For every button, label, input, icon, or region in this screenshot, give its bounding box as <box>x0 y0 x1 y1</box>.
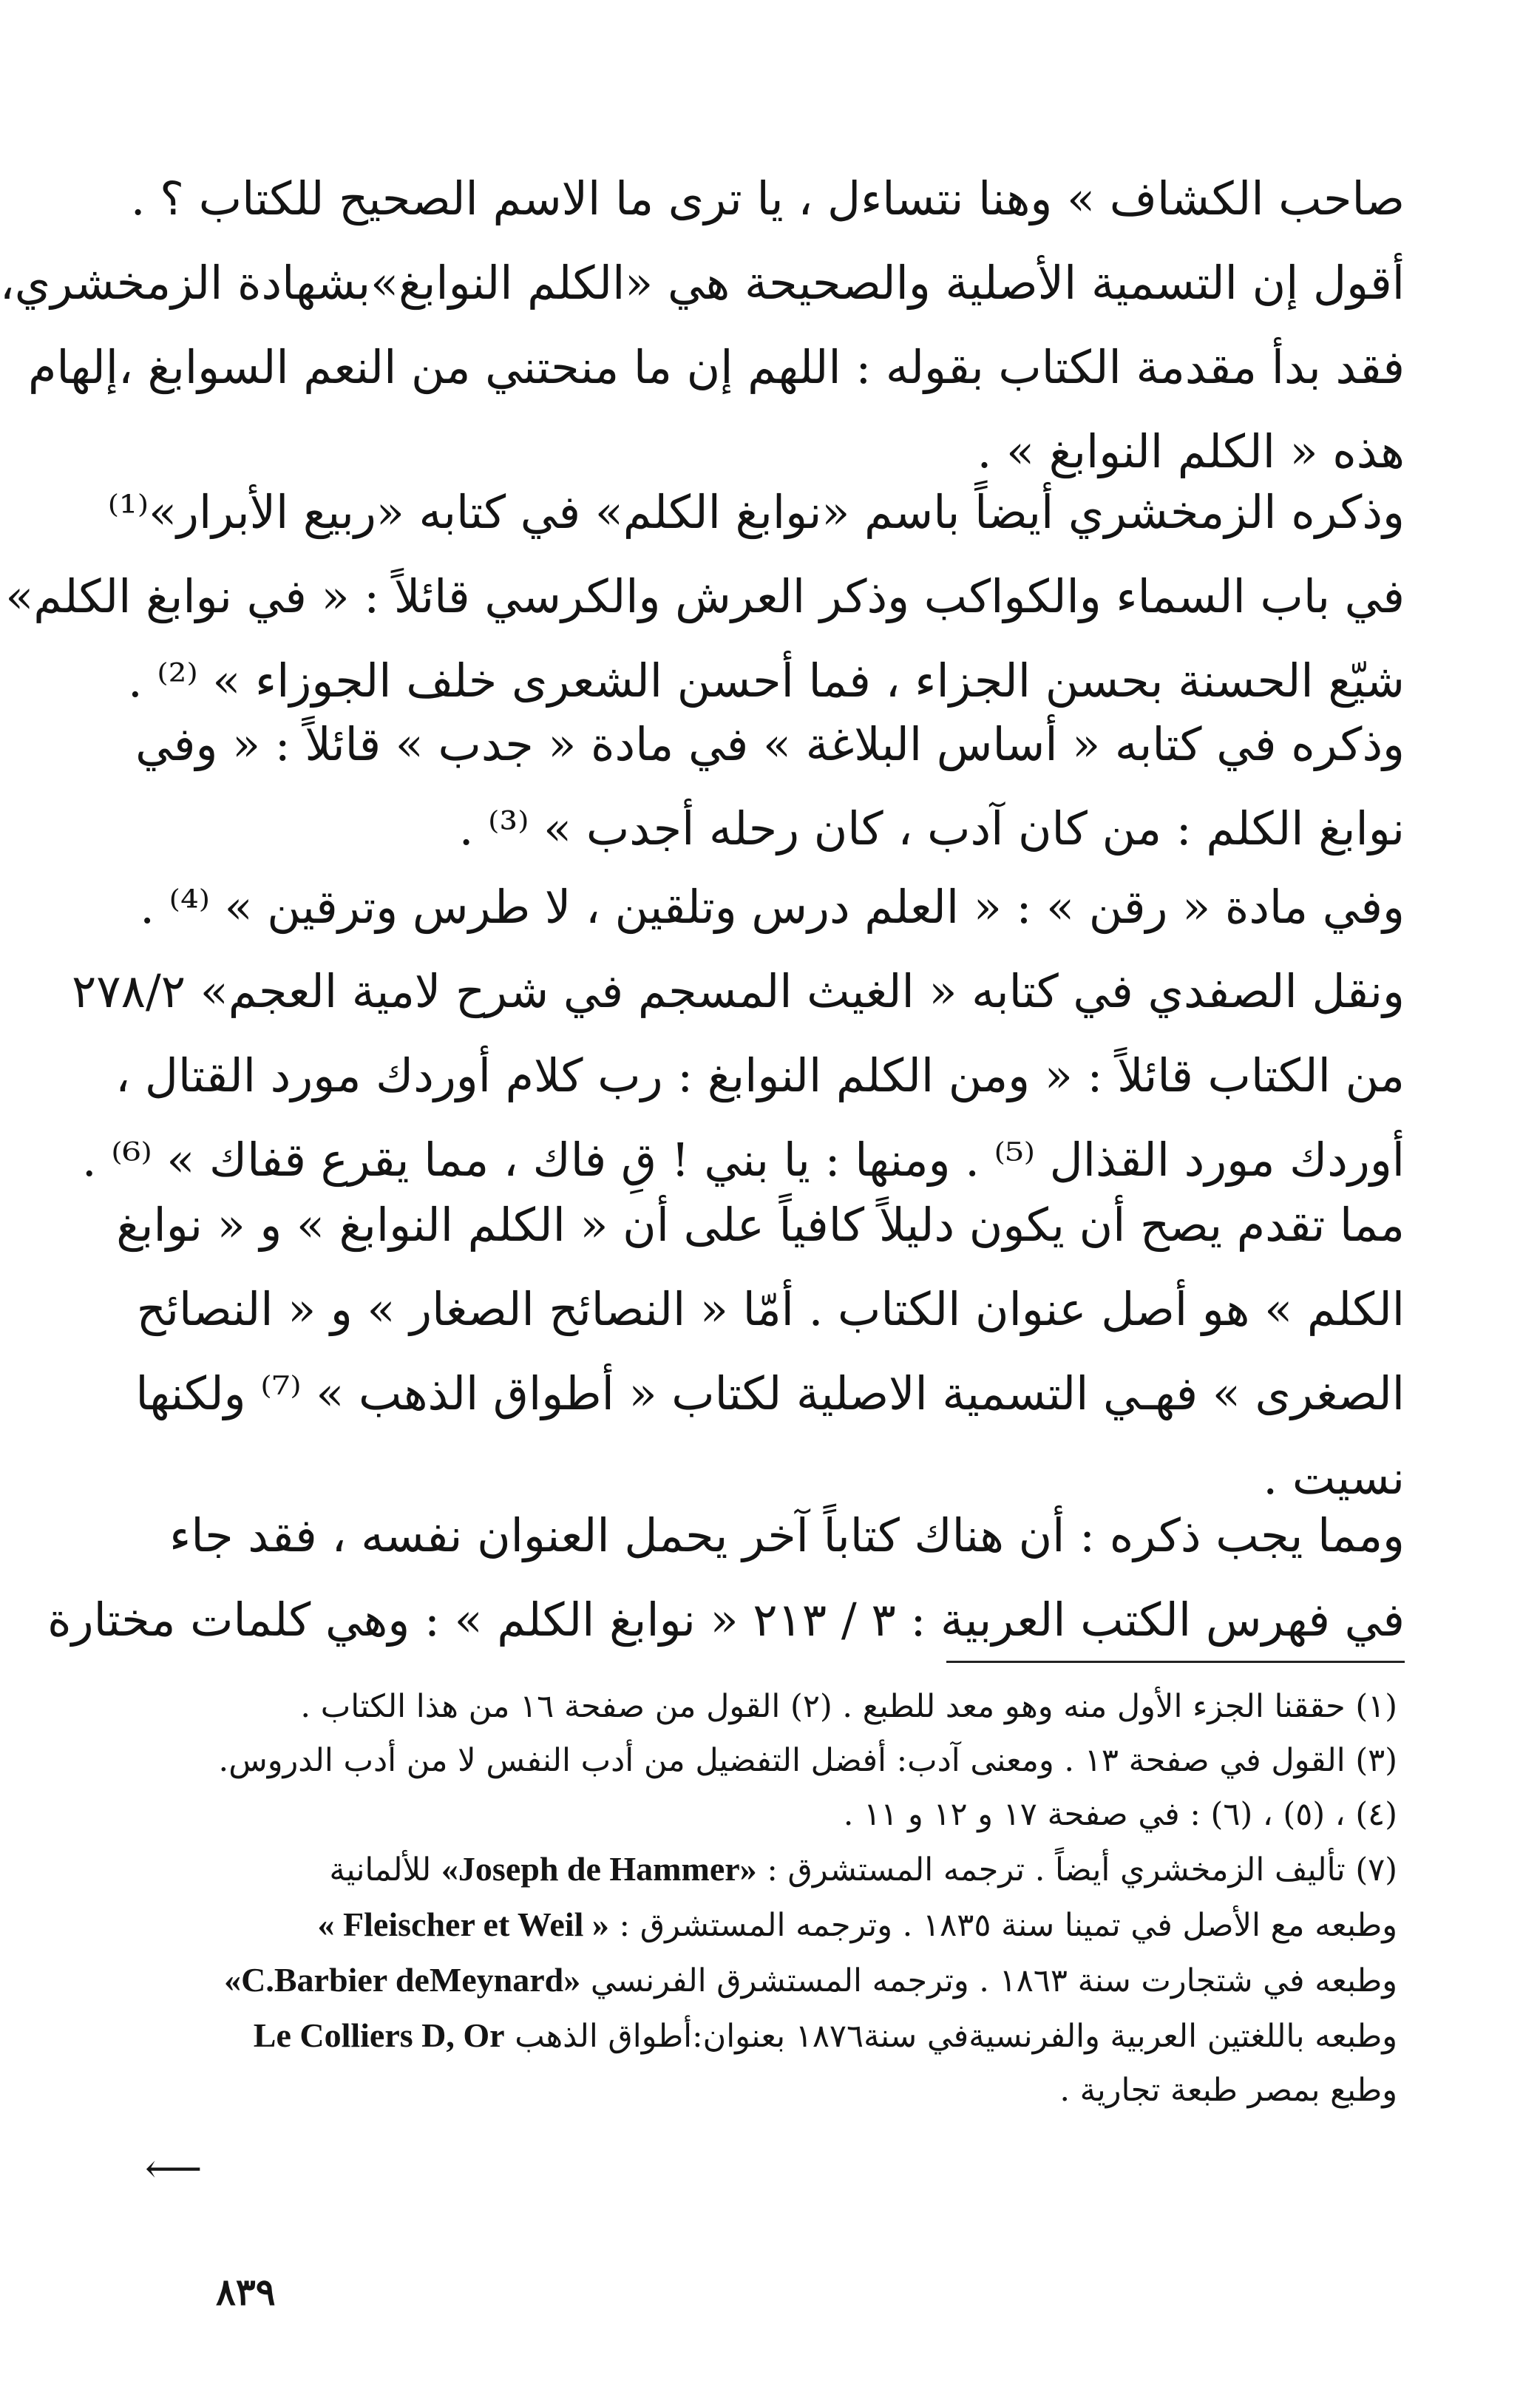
text-line: أوردك مورد القذال ⁽⁵⁾ . ومنها : يا بني ! قِ فاك ، مما يقرع قفاك » ⁽⁶⁾ . <box>81 1133 1405 1187</box>
footnotes <box>140 1680 1397 2118</box>
footnote-text: للألمانية <box>329 1851 432 1888</box>
text-line: شيّع الحسنة بحسن الجزاء ، فما أحسن الشعرى خلف الجوزاء » ⁽²⁾ . <box>127 654 1405 708</box>
paragraph-4 <box>140 865 1405 949</box>
text-line: الكلم » هو أصل عنوان الكتاب . أمّا « النصائح الصغار » و « النصائح <box>136 1282 1405 1336</box>
page-number: ٨٣٩ <box>216 2270 276 2314</box>
latin-title: Le Colliers D, Or <box>253 2016 505 2054</box>
paragraph-7 <box>47 1494 1405 1662</box>
footnote-text: وطبعه باللغتين العربية والفرنسيةفي سنة١٨٧٦ بعنوان:أطواق الذهب <box>515 2018 1397 2055</box>
latin-name: «C.Barbier deMeynard» <box>224 1961 581 1999</box>
text-line: ونقل الصفدي في كتابه « الغيث المسجم في شرح لامية العجم» ٢٧٨/٢ <box>72 964 1405 1018</box>
paragraph-3 <box>135 702 1405 871</box>
footnote-7-line-1 <box>140 1842 1397 1897</box>
text-line: نسيت . <box>1263 1451 1405 1505</box>
footnote-4-5-6: (٤) ، (٥) ، (٦) : في صفحة ١٧ و ١٢ و ١١ . <box>843 1796 1397 1833</box>
footnote-7-line-3 <box>140 1953 1397 2008</box>
text-line: هذه « الكلم النوابغ » . <box>977 424 1405 478</box>
footnote-text: (٧) تأليف الزمخشري أيضاً . ترجمه المستشرق : <box>767 1851 1397 1888</box>
footnote-7-line-2 <box>140 1897 1397 1953</box>
text-line: مما تقدم يصح أن يكون دليلاً كافياً على أن « الكلم النوابغ » و « نوابغ <box>116 1198 1405 1252</box>
latin-name: «Joseph de Hammer» <box>441 1850 757 1888</box>
paragraph-5 <box>72 949 1405 1202</box>
paragraph-6 <box>116 1183 1405 1520</box>
text-line: في باب السماء والكواكب وذكر العرش والكرسي قائلاً : « في نوابغ الكلم» <box>5 569 1405 623</box>
text-line: وذكره الزمخشري أيضاً باسم «نوابغ الكلم» في كتابه «ربيع الأبرار»⁽¹⁾ <box>107 485 1405 539</box>
latin-name: « Fleischer et Weil » <box>317 1905 609 1943</box>
footnote-1-2: (١) حققنا الجزء الأول منه وهو معد للطبع . (٢) القول من صفحة ١٦ من هذا الكتاب . <box>300 1688 1397 1725</box>
text-line: أقول إن التسمية الأصلية والصحيحة هي «الكلم النوابغ»بشهادة الزمخشري، <box>0 256 1405 310</box>
footnote-7-line-4 <box>140 2008 1397 2064</box>
text-line: نوابغ الكلم : من كان آدب ، كان رحله أجدب » ⁽³⁾ . <box>458 802 1405 856</box>
footnote-text: وطبعه في شتجارت سنة ١٨٦٣ . وترجمه المستشرق الفرنسي <box>590 1962 1397 1999</box>
text-line: وذكره في كتابه « أساس البلاغة » في مادة « جدب » قائلاً : « وفي <box>135 717 1405 771</box>
footnote-7-line-5: وطبع بمصر طبعة تجارية . <box>1059 2072 1397 2109</box>
text-line: من الكتاب قائلاً : « ومن الكلم النوابغ : رب كلام أوردك مورد القتال ، <box>115 1048 1405 1102</box>
text-line: في فهرس الكتب العربية : ٣ / ٢١٣ « نوابغ الكلم » : وهي كلمات مختارة <box>47 1593 1405 1647</box>
paragraph-1 <box>0 157 1405 494</box>
text-line: ومما يجب ذكره : أن هناك كتاباً آخر يحمل العنوان نفسه ، فقد جاء <box>169 1508 1405 1562</box>
text-line: فقد بدأ مقدمة الكتاب بقوله : اللهم إن ما منحتني من النعم السوابغ ،إلهام <box>27 340 1405 394</box>
footnote-text: وطبعه مع الأصل في تمينا سنة ١٨٣٥ . وترجمه المستشرق : <box>619 1907 1397 1944</box>
text-line: وفي مادة « رقن » : « العلم درس وتلقين ، لا طرس وترقين » ⁽⁴⁾ . <box>140 880 1405 934</box>
text-line: الصغرى » فهـي التسمية الاصلية لكتاب « أطواق الذهب » ⁽⁷⁾ ولكنها <box>135 1366 1405 1420</box>
continuation-arrow-icon: ⟵ <box>145 2145 203 2192</box>
text-line: صاحب الكشاف » وهنا نتساءل ، يا ترى ما الاسم الصحيح للكتاب ؟ . <box>130 172 1405 226</box>
footnote-3: (٣) القول في صفحة ١٣ . ومعنى آدب: أفضل التفضيل من أدب النفس لا من أدب الدروس. <box>218 1742 1397 1779</box>
footnote-separator <box>946 1661 1405 1663</box>
paragraph-2 <box>5 470 1405 723</box>
